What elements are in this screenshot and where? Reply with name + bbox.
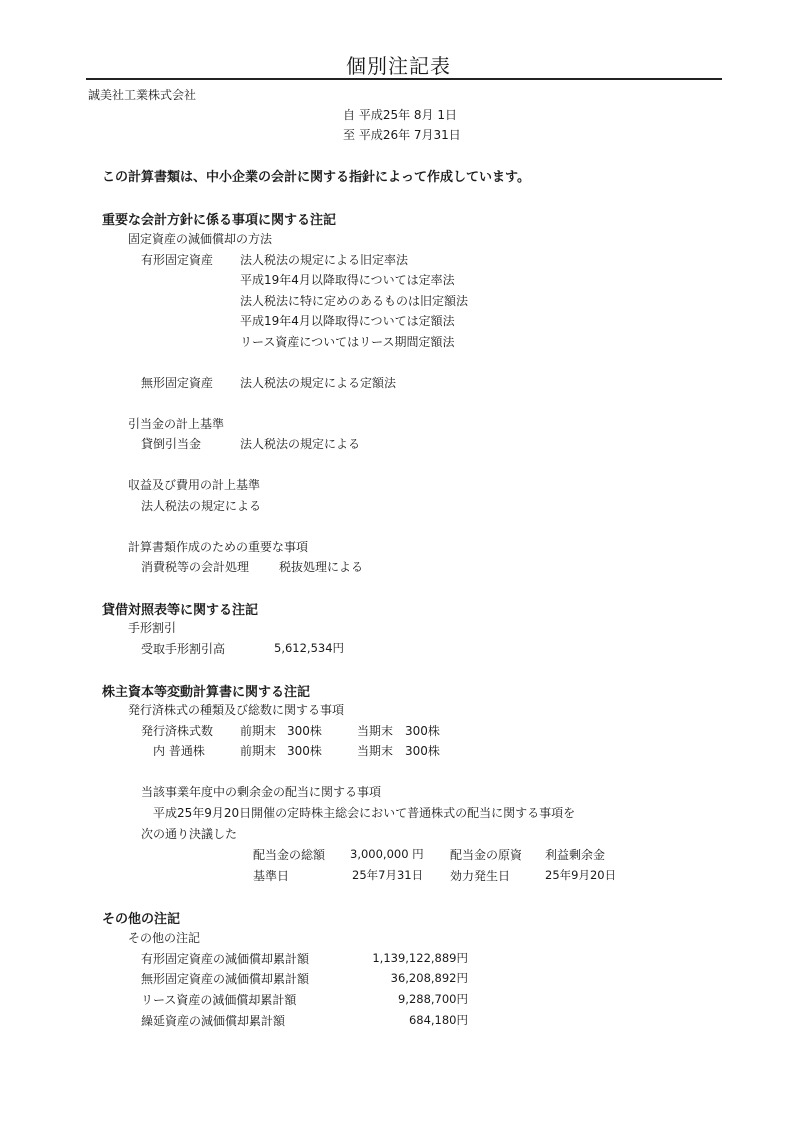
base-date-label: 基準日: [253, 869, 290, 883]
dividend-total-value: 3,000,000 円: [350, 847, 424, 861]
notes-discount-value: 5,612,534円: [274, 641, 345, 655]
prev-period-shares: 300株: [287, 724, 322, 738]
common-shares-label: 内 普通株: [153, 744, 205, 758]
important-matters-heading: 計算書類作成のための重要な事項: [128, 540, 309, 554]
accumulated-depreciation-label: 繰延資産の減価償却累計額: [141, 1014, 286, 1028]
consumption-tax-value: 税抜処理による: [279, 560, 364, 574]
bad-debt-allowance-value: 法人税法の規定による: [240, 437, 361, 451]
effective-date-label: 効力発生日: [450, 869, 511, 883]
accumulated-depreciation-value: 684,180円: [408, 1013, 468, 1027]
tangible-method-line: リース資産についてはリース期間定額法: [240, 335, 455, 349]
accumulated-depreciation-value: 1,139,122,889円: [372, 951, 468, 965]
dividend-heading: 当該事業年度中の剰余金の配当に関する事項: [141, 785, 382, 799]
tangible-method-line: 法人税法の規定による旧定率法: [240, 253, 409, 267]
issued-shares-label: 発行済株式数: [141, 724, 214, 738]
accumulated-depreciation-label: リース資産の減価償却累計額: [141, 993, 297, 1007]
dividend-text-line: 平成25年9月20日開催の定時株主総会において普通株式の配当に関する事項を: [153, 806, 576, 820]
dividend-text-line: 次の通り決議した: [141, 827, 238, 841]
curr-period-shares: 300株: [405, 724, 440, 738]
period-from: 自 平成25年 8月 1日: [343, 108, 457, 122]
intangible-assets-label: 無形固定資産: [141, 376, 214, 390]
tangible-method-line: 法人税法に特に定めのあるものは旧定額法: [240, 294, 469, 308]
accumulated-depreciation-label: 無形固定資産の減価償却累計額: [141, 972, 310, 986]
bad-debt-allowance-label: 貸倒引当金: [141, 437, 202, 451]
allowance-heading: 引当金の計上基準: [128, 417, 225, 431]
section-heading-accounting-policies: 重要な会計方針に係る事項に関する注記: [102, 213, 337, 228]
shares-heading: 発行済株式の種類及び総数に関する事項: [128, 703, 345, 717]
intangible-method: 法人税法の規定による定額法: [240, 376, 397, 390]
curr-period-shares: 300株: [405, 744, 440, 758]
accumulated-depreciation-label: 有形固定資産の減価償却累計額: [141, 952, 310, 966]
curr-period-label: 当期末: [357, 724, 394, 738]
accumulated-depreciation-value: 9,288,700円: [397, 992, 468, 1006]
intro-statement: この計算書類は、中小企業の会計に関する指針によって作成しています。: [102, 170, 530, 185]
title-underline: [86, 78, 722, 80]
revenue-value: 法人税法の規定による: [141, 499, 262, 513]
period-to: 至 平成26年 7月31日: [343, 128, 461, 142]
section-heading-equity: 株主資本等変動計算書に関する注記: [102, 685, 311, 700]
tangible-method-line: 平成19年4月以降取得については定率法: [240, 273, 455, 287]
depreciation-heading: 固定資産の減価償却の方法: [128, 232, 273, 246]
notes-discount-heading: 手形割引: [128, 621, 177, 635]
dividend-source-label: 配当金の原資: [450, 848, 523, 862]
prev-period-shares: 300株: [287, 744, 322, 758]
dividend-total-label: 配当金の総額: [253, 848, 326, 862]
accumulated-depreciation-value: 36,208,892円: [390, 971, 468, 985]
consumption-tax-label: 消費税等の会計処理: [141, 560, 250, 574]
section-heading-balance-sheet: 貸借対照表等に関する注記: [102, 603, 259, 618]
prev-period-label: 前期末: [240, 724, 277, 738]
base-date-value: 25年7月31日: [352, 868, 424, 882]
section-heading-other: その他の注記: [102, 912, 181, 927]
prev-period-label: 前期末: [240, 744, 277, 758]
company-name: 誠美社工業株式会社: [88, 88, 197, 102]
tangible-method-line: 平成19年4月以降取得については定額法: [240, 314, 455, 328]
document-title: 個別注記表: [346, 54, 451, 78]
tangible-assets-label: 有形固定資産: [141, 253, 214, 267]
effective-date-value: 25年9月20日: [545, 868, 617, 882]
dividend-source-value: 利益剰余金: [545, 848, 606, 862]
curr-period-label: 当期末: [357, 744, 394, 758]
notes-discount-label: 受取手形割引高: [141, 642, 226, 656]
revenue-heading: 収益及び費用の計上基準: [128, 478, 261, 492]
other-notes-subheading: その他の注記: [128, 931, 201, 945]
